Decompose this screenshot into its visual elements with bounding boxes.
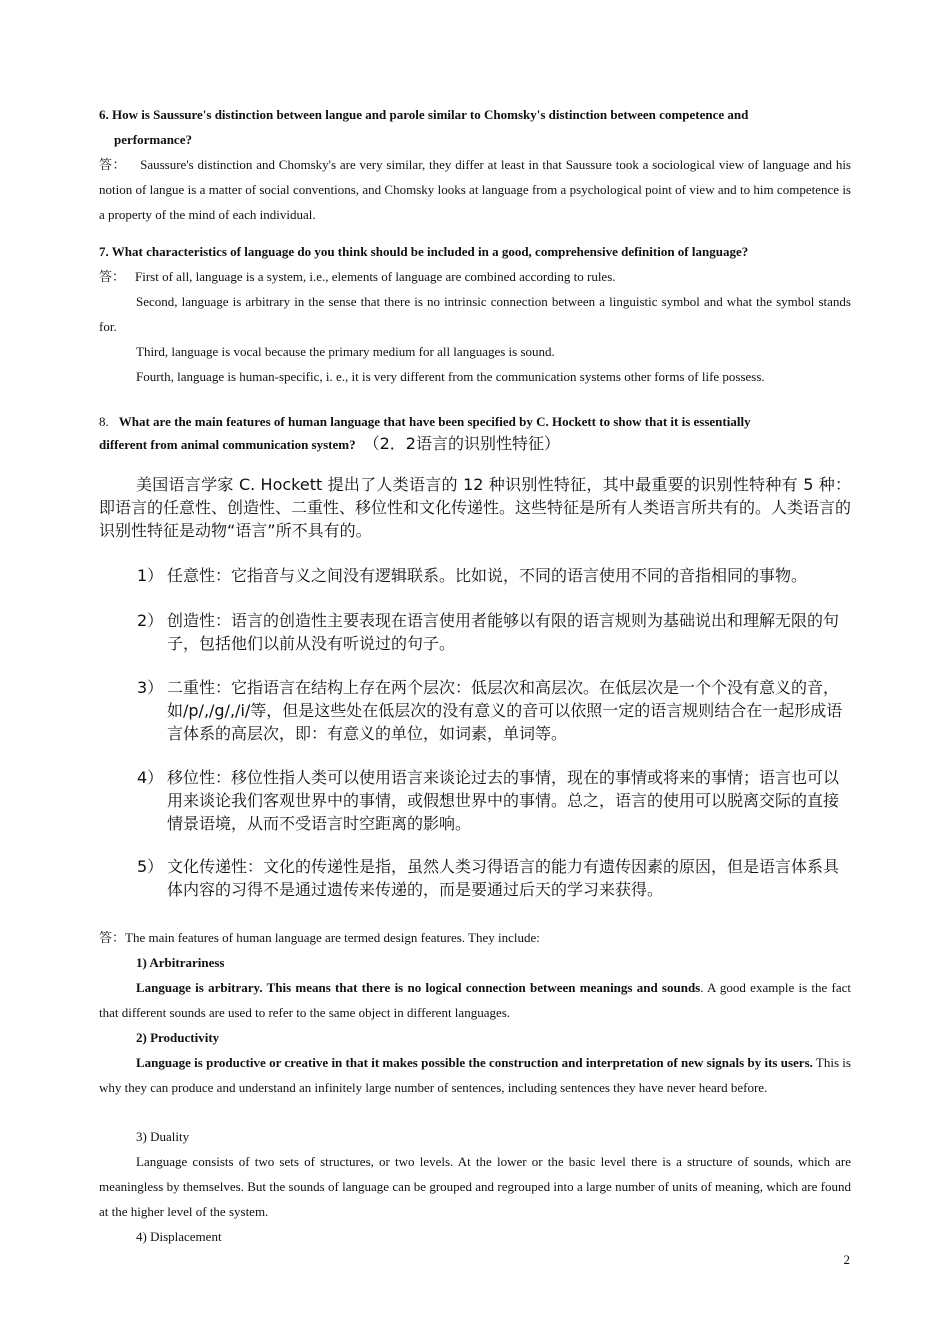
- f3-head: 3) Duality: [136, 1129, 190, 1144]
- q7-answer-p4: Fourth, language is human-specific, i. e., it is very different from the communication systems other forms of life possess.: [136, 369, 765, 384]
- f2-bold: Language is productive or creative in that it makes possible the construction and interpretation of new signals by its users.: [136, 1055, 813, 1070]
- q8-answer-intro-text: The main features of human language are termed design features. They include:: [125, 930, 540, 945]
- q6-title: [99, 102, 851, 152]
- f2-body: [99, 1050, 851, 1100]
- q8-number: 8.: [99, 414, 109, 429]
- cn-item-5-num: 5）: [137, 857, 164, 876]
- cn-item-3-num: 3）: [137, 678, 164, 697]
- cn-item-3: [137, 676, 851, 745]
- f4-head: 4) Displacement: [136, 1229, 222, 1244]
- cn-item-4-num: 4）: [137, 768, 164, 787]
- q8-title-line2: different from animal communication system?: [99, 437, 356, 452]
- q8-title: [99, 411, 851, 456]
- q7-title: 7. What characteristics of language do you think should be included in a good, comprehensive definition of language?: [99, 244, 749, 259]
- q7-answer-p2: Second, language is arbitrary in the sense that there is no intrinsic connection between a linguistic symbol and what the symbol stands for.: [99, 294, 851, 334]
- cn-item-1-num: 1）: [137, 566, 164, 585]
- q8-cn-intro: 美国语言学家 C. Hockett 提出了人类语言的 12 种识别性特征，其中最重要的识别性特种有 5 种：即语言的任意性、创造性、二重性、移位性和文化传递性。这些特征是所有人类语言所共有的。人类语言的识别性特征是动物“语言”所不具有的。: [99, 475, 852, 540]
- cn-item-2-text: 创造性：语言的创造性主要表现在语言使用者能够以有限的语言规则为基础说出和理解无限的句子，包括他们以前从没有听说过的句子。: [167, 611, 840, 653]
- cn-item-4-text: 移位性：移位性指人类可以使用语言来谈论过去的事情，现在的事情或将来的事情；语言也可以用来谈论我们客观世界中的事情，或假想世界中的事情。总之，语言的使用可以脱离交际的直接情景语境，从而不受语言时空距离的影响。: [167, 768, 840, 833]
- q6-answer-label: 答：: [99, 157, 127, 172]
- f3-body: Language consists of two sets of structures, or two levels. At the lower or the basic level there is a structure of sounds, which are meaningless by themselves. But the sounds of language can be grouped and regrouped into a large number of units of meaning, which are found at the higher level of the system.: [99, 1154, 851, 1219]
- f1-body: [99, 975, 851, 1025]
- q6-answer-text: Saussure's distinction and Chomsky's are very similar, they differ at least in that Saussure took a sociological view of language and his notion of langue is a matter of social conventions, and Chomsky looks at language from a psychological point of view and to him competence is a property of the mind of each individual.: [99, 157, 851, 222]
- cn-item-4: [137, 766, 851, 835]
- f1-rest: . A good example is the fact that different sounds are used to refer to the same object in different languages.: [99, 980, 851, 1020]
- q7-answer-p3: Third, language is vocal because the primary medium for all languages is sound.: [136, 344, 555, 359]
- f2-head: 2) Productivity: [136, 1030, 220, 1045]
- q8-answer-label: 答：: [99, 930, 126, 945]
- q6-title-line1: 6. How is Saussure's distinction between langue and parole similar to Chomsky's distinction between competence and: [99, 107, 749, 122]
- q6-title-line2: performance?: [114, 132, 192, 147]
- cn-item-5: [137, 855, 851, 901]
- q7-p1-text: First of all, language is a system, i.e., elements of language are combined according to rules.: [135, 269, 616, 284]
- q8-section-ref: （2．2语言的识别性特征）: [363, 434, 560, 453]
- cn-item-1-text: 任意性：它指音与义之间没有逻辑联系。比如说，不同的语言使用不同的音指相同的事物。: [167, 566, 808, 585]
- cn-item-2: [137, 609, 851, 655]
- f1-bold: Language is arbitrary. This means that there is no logical connection between meanings and sounds: [136, 980, 701, 995]
- cn-item-5-text: 文化传递性：文化的传递性是指，虽然人类习得语言的能力有遗传因素的原因，但是语言体系具体内容的习得不是通过遗传来传递的，而是要通过后天的学习来获得。: [167, 857, 840, 899]
- page-number: 2: [843, 1252, 850, 1267]
- q8-answer-intro: [99, 925, 851, 950]
- q7-answer-label: 答：: [99, 269, 126, 284]
- q8-title-line1: What are the main features of human language that have been specified by C. Hockett to show that it is essentially: [118, 414, 751, 429]
- cn-item-1: [137, 564, 851, 587]
- f2-rest: This is why they can produce and understand an infinitely large number of sentences, including sentences they have never heard before.: [99, 1055, 851, 1095]
- q7-answer-p1: [99, 264, 851, 289]
- q6-answer: [99, 152, 851, 227]
- f1-head: 1) Arbitrariness: [136, 955, 225, 970]
- cn-item-3-text: 二重性：它指语言在结构上存在两个层次：低层次和高层次。在低层次是一个个没有意义的音，如/p/,/g/,/i/等，但是这些处在低层次的没有意义的音可以依照一定的语言规则结合在一起形成语言体系的高层次，即：有意义的单位，如词素，单词等。: [167, 678, 843, 743]
- cn-item-2-num: 2）: [137, 611, 164, 630]
